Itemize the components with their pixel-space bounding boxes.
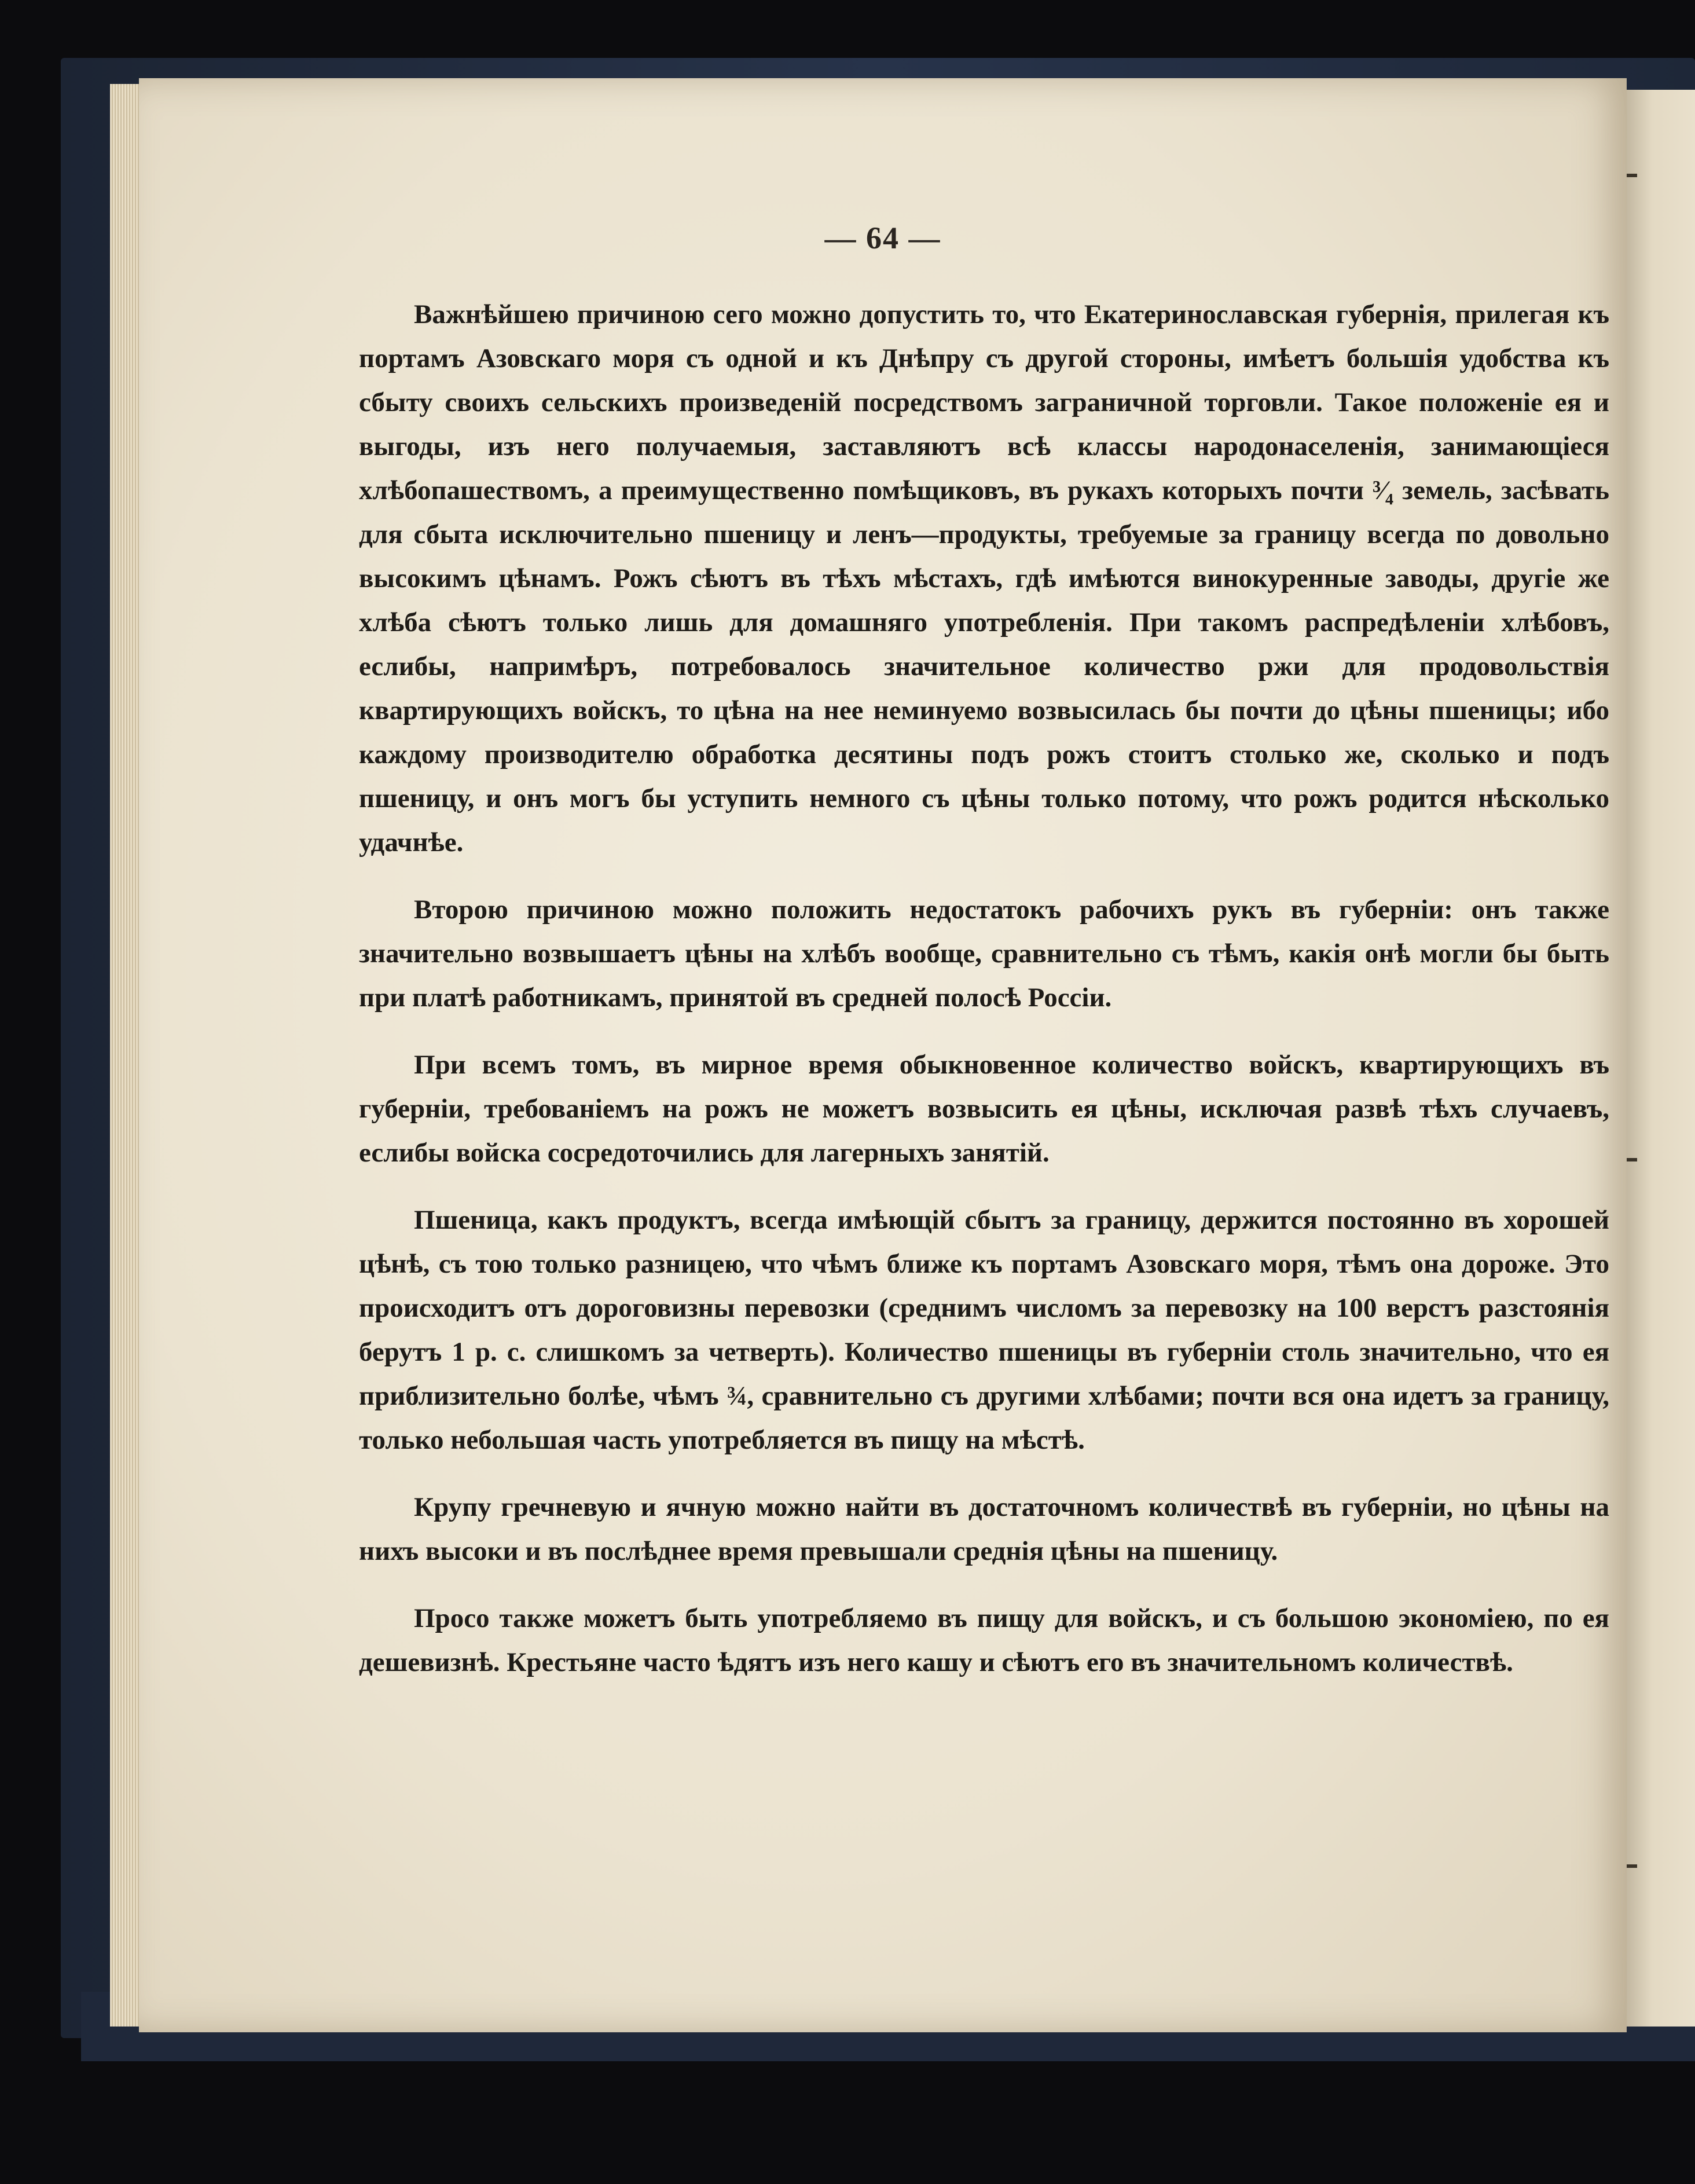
paragraph: При всемъ томъ, въ мирное время обыкновенное количество войскъ, квартирующихъ въ губерніи, требованіемъ на рожъ не можетъ возвысить ея цѣны, исключая развѣ тѣхъ случаевъ, еслибы войска сосредоточились для лагерныхъ занятій. — [359, 1050, 1609, 1168]
paragraph: Просо также можетъ быть употребляемо въ пищу для войскъ, и съ большою экономіею, по ея дешевизнѣ. Крестьяне часто ѣдятъ изъ него кашу и сѣютъ его въ значительномъ количествѣ. — [359, 1603, 1609, 1677]
paragraph: Важнѣйшею причиною сего можно допустить то, что Екатеринославская губернія, прилегая къ портамъ Азовскаго моря съ одной и къ Днѣпру съ другой стороны, имѣетъ большія удобства къ сбыту своихъ сельскихъ произведеній посредствомъ заграничной торговли. Такое положеніе ея и выгоды, изъ него получаемыя, заставляютъ всѣ классы народонаселенія, занимающіеся хлѣбопашествомъ, а преимущественно помѣщиковъ, въ рукахъ которыхъ почти ³⁄₄ земель, засѣвать для сбыта исключительно пшеницу и ленъ—продукты, требуемые за границу всегда по довольно высокимъ цѣнамъ. Рожъ сѣютъ въ тѣхъ мѣстахъ, гдѣ имѣются винокуренные заводы, другіе же хлѣба сѣютъ только лишь для домашняго употребленія. При такомъ распредѣленіи хлѣбовъ, еслибы, напримѣръ, потребовалось значительное количество ржи для продовольствія квартирующихъ войскъ, то цѣна на нее неминуемо возвысилась бы почти до цѣны пшеницы; ибо каждому производителю обработка десятины подъ рожъ стоитъ столько же, сколько и подъ пшеницу, и онъ могъ бы уступить немного съ цѣны только потому, что рожъ родится нѣсколько удачнѣе. — [359, 299, 1609, 858]
next-page-edge — [1624, 90, 1695, 2027]
paragraph: Пшеница, какъ продуктъ, всегда имѣющій сбытъ за границу, держится постоянно въ хорошей цѣнѣ, съ тою только разницею, что чѣмъ ближе къ портамъ Азовскаго моря, тѣмъ она дороже. Это происходитъ отъ дороговизны перевозки (среднимъ числомъ за перевозку на 100 верстъ разстоянія берутъ 1 р. с. слишкомъ за четверть). Количество пшеницы въ губерніи столь значительно, что ея приблизительно болѣе, чѣмъ ¾, сравнительно съ другими хлѣбами; почти вся она идетъ за границу, только небольшая часть употребляется въ пищу на мѣстѣ. — [359, 1205, 1609, 1455]
page-number: — 64 — — [824, 221, 941, 255]
paragraph: Второю причиною можно положить недостатокъ рабочихъ рукъ въ губерніи: онъ также значительно возвышаетъ цѣны на хлѣбъ вообще, сравнительно съ тѣмъ, какія онѣ могли бы быть при платѣ работникамъ, принятой въ средней полосѣ Россіи. — [359, 895, 1609, 1013]
page-body — [359, 292, 1609, 1684]
paragraph: Крупу гречневую и ячную можно найти въ достаточномъ количествѣ въ губерніи, но цѣны на нихъ высоки и въ послѣднее время превышали среднія цѣны на пшеницу. — [359, 1492, 1609, 1566]
book-page — [139, 78, 1627, 2032]
